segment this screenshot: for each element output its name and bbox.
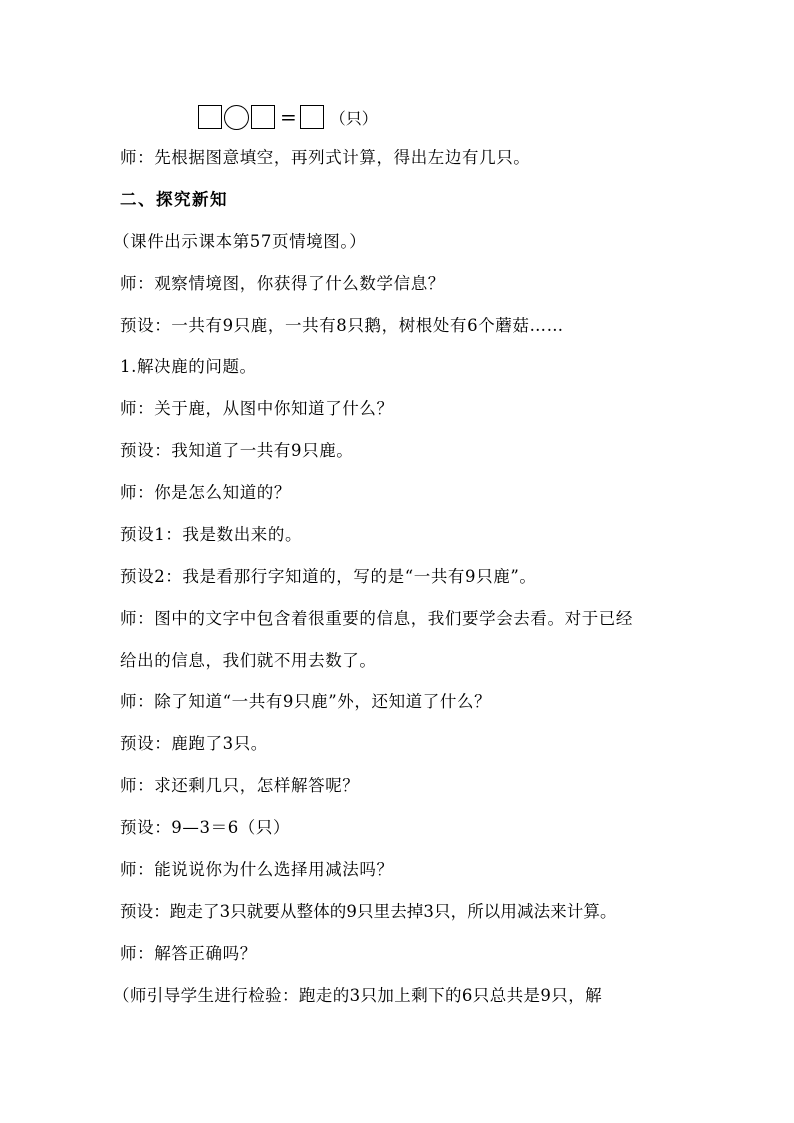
text-line: 预设2：我是看那行字知道的，写的是“一共有9只鹿”。 [120, 567, 537, 586]
blank-box-2 [251, 105, 275, 129]
text-line: 师：观察情境图，你获得了什么数学信息？ [120, 274, 445, 293]
blank-box-result [300, 105, 324, 129]
text-line: 预设：鹿跑了3只。 [120, 734, 268, 753]
text-line: （课件出示课本第57页情境图。） [113, 232, 367, 251]
text-line: 师：除了知道“一共有9只鹿”外，还知道了什么？ [120, 692, 492, 711]
text-line: 预设：一共有9只鹿，一共有8只鹅，树根处有6个蘑菇…… [120, 316, 564, 335]
text-line: 师：图中的文字中包含着很重要的信息，我们要学会去看。对于已经 [120, 609, 633, 628]
text-line: 师：求还剩几只，怎样解答呢？ [120, 776, 360, 795]
text-line: 师：先根据图意填空，再列式计算，得出左边有几只。 [120, 148, 531, 167]
unit-label: （只） [329, 108, 378, 128]
subsection-heading: 1.解决鹿的问题。 [120, 357, 257, 376]
text-line: 给出的信息，我们就不用去数了。 [120, 651, 377, 670]
text-line: 师：解答正确吗？ [120, 944, 257, 963]
text-line: 师：关于鹿，从图中你知道了什么？ [120, 399, 394, 418]
operator-circle [224, 105, 249, 130]
text-line: 师：能说说你为什么选择用减法吗？ [120, 860, 394, 879]
equals-sign: = [280, 105, 297, 129]
blank-box-1 [198, 105, 222, 129]
text-line: 师：你是怎么知道的？ [120, 483, 291, 502]
text-line: 预设：我知道了一共有9只鹿。 [120, 441, 354, 460]
section-heading: 二、探究新知 [120, 190, 228, 209]
text-line: 预设1：我是数出来的。 [120, 525, 303, 544]
text-line: 预设：9—3＝6（只） [120, 818, 291, 837]
text-line: 预设：跑走了3只就要从整体的9只里去掉3只，所以用减法来计算。 [120, 902, 617, 921]
text-line: （师引导学生进行检验：跑走的3只加上剩下的6只总共是9只，解 [113, 986, 602, 1005]
fill-in-equation [198, 102, 378, 132]
